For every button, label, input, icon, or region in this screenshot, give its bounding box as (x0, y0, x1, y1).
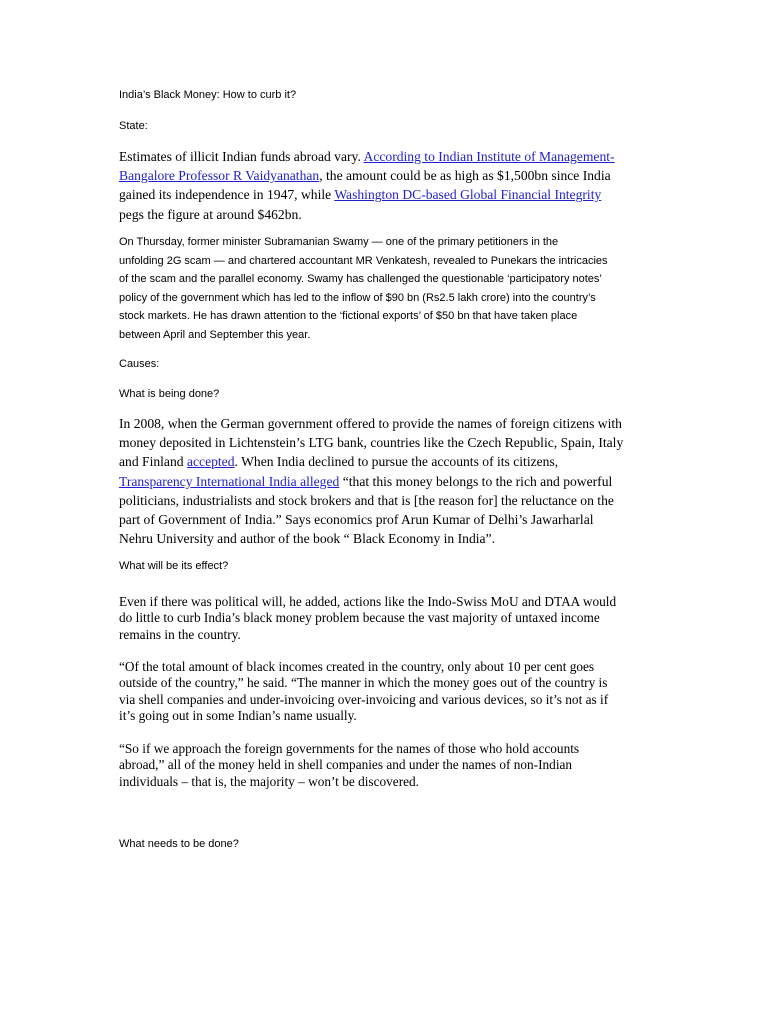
document-title: India’s Black Money: How to curb it? (119, 89, 297, 101)
text-line: “So if we approach the foreign governments for the names of those who hold accounts (119, 741, 580, 756)
link-iim-bangalore[interactable]: According to Indian Institute of Management- (363, 149, 615, 164)
paragraph-germany-2008 (119, 414, 623, 548)
text-line: In 2008, when the German government offered to provide the names of foreign citizens with (119, 416, 622, 431)
text-span: , the amount could be as high as $1,500bn since India (319, 168, 611, 184)
section-effect-label: What will be its effect? (119, 560, 229, 572)
paragraph-estimates (119, 147, 615, 224)
paragraph-swamy (119, 233, 608, 345)
text-line: outside of the country,” he said. “The manner in which the money goes out of the country is (119, 675, 608, 691)
text-line: part of Government of India.” Says economics prof Arun Kumar of Delhi’s Jawarharlal (119, 512, 594, 528)
text-line: stock markets. He has drawn attention to the ‘fictional exports’ of $50 bn that have taken place (119, 310, 578, 323)
text-line: remains in the country. (119, 626, 241, 642)
link-iim-bangalore-cont[interactable]: Bangalore Professor R Vaidyanathan (119, 168, 320, 184)
text-span: gained its independence in 1947, while (119, 187, 335, 203)
text-line: “Of the total amount of black incomes created in the country, only about 10 per cent goes (119, 659, 595, 674)
section-being-done-label: What is being done? (119, 388, 220, 400)
text-line: via shell companies and under-invoicing over-invoicing and various devices, so it’s not as if (119, 691, 609, 707)
text-line: Even if there was political will, he added, actions like the Indo-Swiss MoU and DTAA would (119, 594, 617, 609)
text-span: Estimates of illicit Indian funds abroad vary. (119, 149, 364, 164)
text-line: of the scam and the parallel economy. Swamy has challenged the questionable ‘participatory notes’ (119, 273, 602, 286)
text-line: pegs the figure at around $462bn. (119, 206, 302, 222)
paragraph-foreign-governments (119, 741, 579, 790)
text-line: politicians, industrialists and stock brokers and that is [the reason for] the reluctance on the (119, 492, 614, 508)
text-line: unfolding 2G scam — and chartered accountant MR Venkatesh, revealed to Punekars the intricacies (119, 254, 608, 267)
text-line: abroad,” all of the money held in shell companies and under the names of non-Indian (119, 757, 573, 773)
paragraph-political-will (119, 594, 616, 643)
text-line: money deposited in Lichtenstein’s LTG bank, countries like the Czech Republic, Spain, Italy (119, 435, 624, 451)
link-accepted[interactable]: accepted (186, 454, 235, 470)
text-line: Nehru University and author of the book “ Black Economy in India”. (119, 531, 495, 547)
text-line: individuals – that is, the majority – won’t be discovered. (119, 773, 419, 789)
text-span: “that this money belongs to the rich and powerful (339, 473, 613, 489)
text-span: and Finland (119, 454, 187, 470)
text-span: . When India declined to pursue the accounts of its citizens, (234, 454, 559, 470)
text-line: On Thursday, former minister Subramanian Swamy — one of the primary petitioners in the (119, 236, 559, 248)
section-needs-label: What needs to be done? (119, 838, 239, 850)
text-line: do little to curb India’s black money problem because the vast majority of untaxed income (119, 610, 600, 626)
text-line: policy of the government which has led to the inflow of $90 bn (Rs2.5 lakh crore) into the country’s (119, 291, 596, 304)
text-line: it’s going out in some Indian’s name usually. (119, 707, 357, 723)
section-state-label: State: (119, 120, 148, 132)
link-global-financial-integrity[interactable]: Washington DC-based Global Financial Integrity (334, 187, 602, 203)
link-transparency-international[interactable]: Transparency International India alleged (119, 473, 340, 489)
text-line: between April and September this year. (119, 328, 311, 341)
section-causes-label: Causes: (119, 358, 160, 370)
paragraph-total-amount (119, 659, 608, 724)
